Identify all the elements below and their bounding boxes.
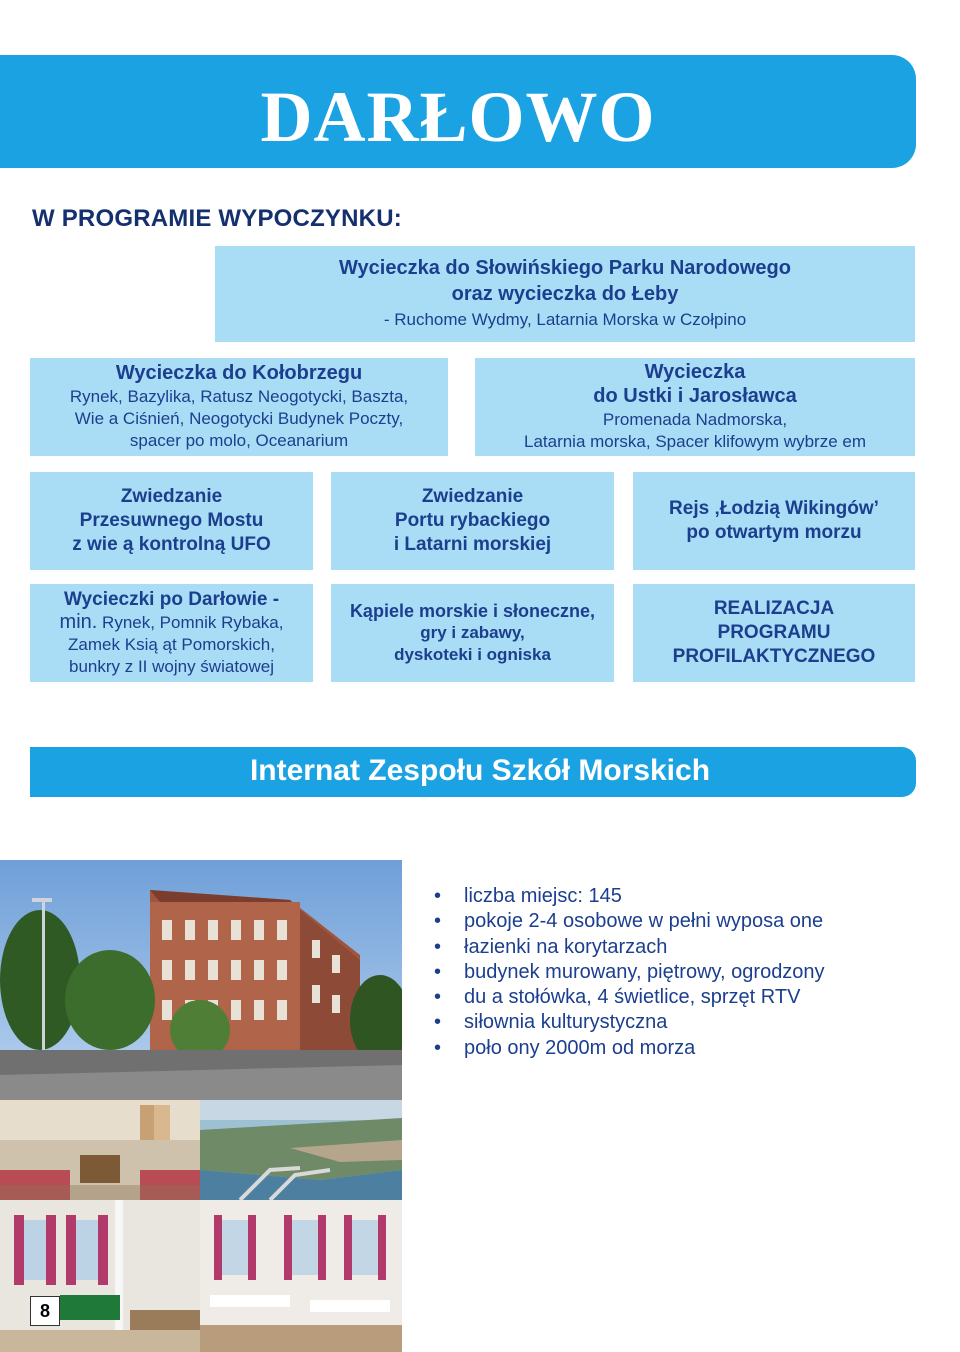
port-line1: Zwiedzanie bbox=[421, 486, 524, 507]
list-item: • łazienki na korytarzach bbox=[434, 935, 825, 960]
photo-building bbox=[0, 860, 402, 1100]
port-line2: Portu rybackiego bbox=[394, 510, 551, 531]
photo-game-room bbox=[0, 1200, 200, 1352]
box-most bbox=[30, 472, 313, 570]
most-line2: Przesuwnego Mostu bbox=[79, 510, 264, 531]
kapiele-line3: dyskoteki i ogniska bbox=[394, 645, 551, 664]
darlowo-title: Wycieczki po Darłowie - bbox=[63, 588, 280, 610]
box-darlowo bbox=[30, 584, 313, 682]
list-item: • liczba miejsc: 145 bbox=[434, 884, 825, 909]
kolobrzeg-title: Wycieczka do Kołobrzegu bbox=[115, 362, 363, 384]
ustka-line2: Latarnia morska, Spacer klifowym wybrze em bbox=[523, 432, 866, 451]
realizacja-line3: PROFILAKTYCZNEGO bbox=[672, 646, 876, 667]
darlowo-line1: Rynek, Pomnik Rybaka, bbox=[97, 612, 284, 632]
kapiele-line2: gry i zabawy, bbox=[420, 623, 525, 642]
slowinski-line1: Wycieczka do Słowińskiego Parku Narodowego bbox=[339, 256, 791, 279]
realizacja-line2: PROGRAMU bbox=[717, 622, 831, 643]
box-slowinski bbox=[215, 246, 915, 342]
slowinski-line2: oraz wycieczka do Łeby bbox=[451, 282, 679, 305]
slowinski-line3: - Ruchome Wydmy, Latarnia Morska w Czołpino bbox=[383, 309, 747, 329]
list-item: • poło ony 2000m od morza bbox=[434, 1036, 825, 1061]
darlowo-line2: Zamek Ksią ąt Pomorskich, bbox=[68, 634, 275, 654]
realizacja-line1: REALIZACJA bbox=[713, 598, 835, 619]
box-rejs bbox=[633, 472, 915, 570]
photo-room bbox=[0, 1100, 200, 1200]
box-ustka bbox=[475, 358, 915, 456]
internat-title: Internat Zespołu Szkół Morskich bbox=[249, 754, 711, 787]
list-item: • pokoje 2-4 osobowe w pełni wyposa one bbox=[434, 909, 825, 934]
most-line3: z wie ą kontrolną UFO bbox=[72, 534, 271, 555]
darlowo-min: min. bbox=[59, 610, 98, 633]
ustka-line1: Promenada Nadmorska, bbox=[602, 410, 788, 429]
program-heading: W PROGRAMIE WYPOCZYNKU: bbox=[32, 205, 402, 232]
facts-list bbox=[434, 884, 825, 1061]
darlowo-line3: bunkry z II wojny światowej bbox=[68, 656, 275, 676]
box-realizacja bbox=[633, 584, 915, 682]
photo-aerial-port bbox=[200, 1100, 402, 1200]
kapiele-line1: Kąpiele morskie i słoneczne, bbox=[349, 601, 596, 621]
most-line1: Zwiedzanie bbox=[120, 486, 223, 507]
list-item: • budynek murowany, piętrowy, ogrodzony bbox=[434, 960, 825, 985]
rejs-line2: po otwartym morzu bbox=[686, 522, 862, 543]
kolobrzeg-line3: spacer po molo, Oceanarium bbox=[129, 431, 349, 450]
kolobrzeg-line1: Rynek, Bazylika, Ratusz Neogotycki, Baszta, bbox=[69, 387, 409, 406]
list-item: • du a stołówka, 4 świetlice, sprzęt RTV bbox=[434, 985, 825, 1010]
photo-dining-room bbox=[200, 1200, 402, 1352]
port-line3: i Latarni morskiej bbox=[393, 534, 552, 555]
ustka-title1: Wycieczka bbox=[644, 361, 746, 383]
list-item: • siłownia kulturystyczna bbox=[434, 1010, 825, 1035]
kolobrzeg-line2: Wie a Ciśnień, Neogotycki Budynek Poczty, bbox=[74, 409, 404, 428]
box-port bbox=[331, 472, 614, 570]
ustka-title2: do Ustki i Jarosławca bbox=[593, 385, 797, 407]
box-kapiele bbox=[331, 584, 614, 682]
box-kolobrzeg bbox=[30, 358, 448, 456]
page-title: DARŁOWO bbox=[260, 77, 656, 157]
page-number: 8 bbox=[30, 1296, 60, 1326]
rejs-line1: Rejs ‚Łodzią Wikingów’ bbox=[669, 498, 879, 519]
